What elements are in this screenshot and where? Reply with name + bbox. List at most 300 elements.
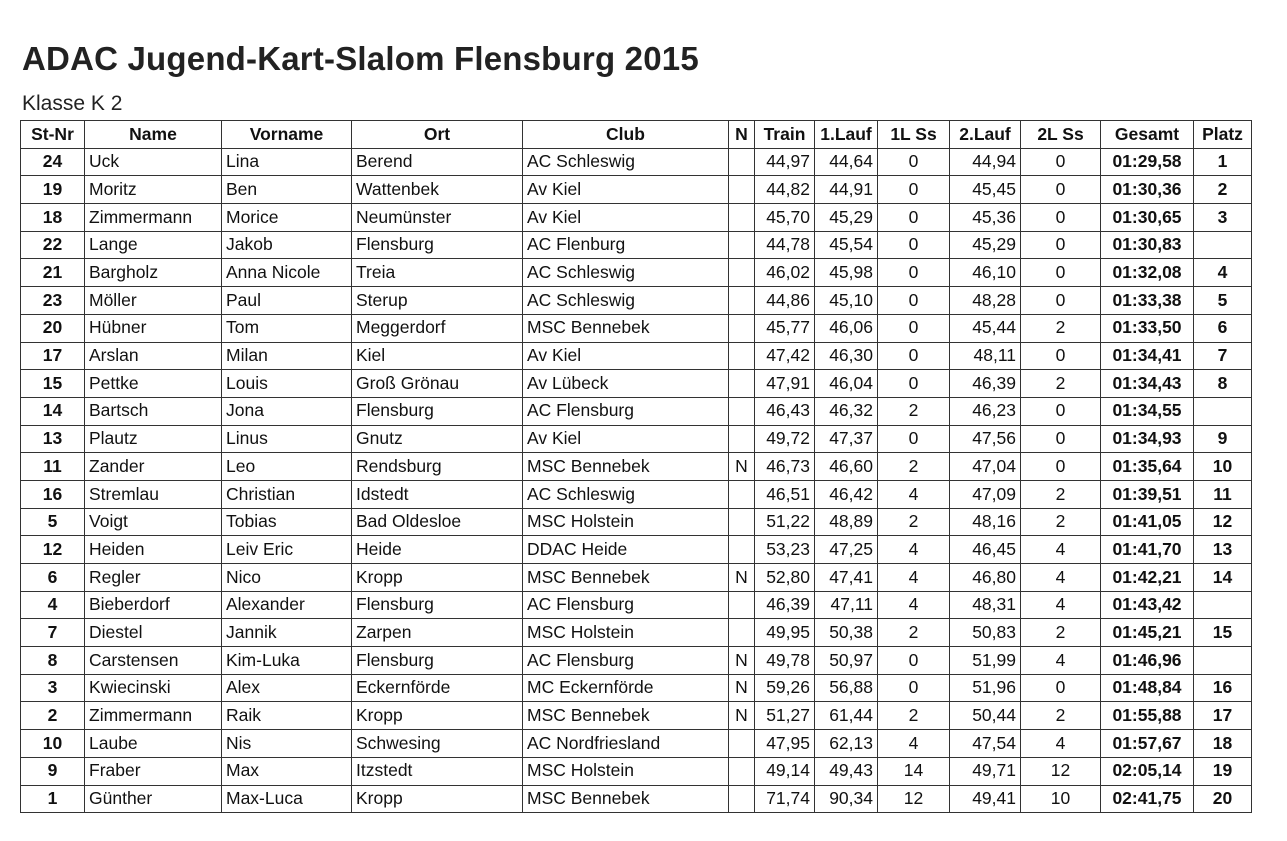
cell-club: MSC Bennebek [523,314,729,342]
table-row [21,647,1252,675]
cell-name: Arslan [85,342,222,370]
cell-vorname: Leo [222,453,352,481]
cell-club: AC Flensburg [523,397,729,425]
cell-lauf2: 47,04 [950,453,1021,481]
cell-train: 46,51 [755,480,815,508]
cell-lauf1: 47,37 [815,425,878,453]
cell-train: 44,78 [755,231,815,259]
cell-l1-ss: 4 [878,480,950,508]
cell-n [729,176,755,204]
cell-gesamt: 01:30,83 [1101,231,1194,259]
cell-club: AC Schleswig [523,480,729,508]
cell-vorname: Louis [222,370,352,398]
cell-gesamt: 01:30,36 [1101,176,1194,204]
cell-name: Bartsch [85,397,222,425]
cell-st-nr: 13 [21,425,85,453]
table-row [21,370,1252,398]
cell-club: MC Eckernförde [523,674,729,702]
column-header-gesamt: Gesamt [1101,121,1194,149]
cell-lauf1: 90,34 [815,785,878,813]
cell-lauf2: 46,10 [950,259,1021,287]
cell-l2-ss: 4 [1021,591,1101,619]
column-header-st-nr: St-Nr [21,121,85,149]
cell-l1-ss: 0 [878,647,950,675]
cell-platz: 8 [1194,370,1252,398]
cell-lauf1: 48,89 [815,508,878,536]
cell-st-nr: 17 [21,342,85,370]
cell-vorname: Lina [222,148,352,176]
cell-platz: 18 [1194,730,1252,758]
cell-vorname: Nico [222,564,352,592]
cell-name: Regler [85,564,222,592]
column-header-l2-ss: 2L Ss [1021,121,1101,149]
cell-st-nr: 24 [21,148,85,176]
cell-n [729,204,755,232]
cell-st-nr: 7 [21,619,85,647]
cell-gesamt: 01:34,43 [1101,370,1194,398]
cell-club: MSC Bennebek [523,785,729,813]
cell-l2-ss: 10 [1021,785,1101,813]
cell-ort: Treia [352,259,523,287]
cell-ort: Zarpen [352,619,523,647]
cell-n [729,536,755,564]
cell-lauf2: 45,29 [950,231,1021,259]
cell-vorname: Alex [222,674,352,702]
cell-gesamt: 01:42,21 [1101,564,1194,592]
cell-train: 46,02 [755,259,815,287]
cell-name: Stremlau [85,480,222,508]
cell-l1-ss: 0 [878,231,950,259]
cell-l1-ss: 0 [878,314,950,342]
cell-l2-ss: 0 [1021,342,1101,370]
cell-ort: Flensburg [352,397,523,425]
cell-l1-ss: 2 [878,397,950,425]
table-row [21,564,1252,592]
cell-lauf1: 44,64 [815,148,878,176]
cell-lauf1: 45,54 [815,231,878,259]
table-row [21,397,1252,425]
cell-gesamt: 01:33,38 [1101,287,1194,315]
cell-name: Uck [85,148,222,176]
cell-l2-ss: 0 [1021,287,1101,315]
cell-l2-ss: 2 [1021,619,1101,647]
cell-platz: 12 [1194,508,1252,536]
cell-lauf1: 46,06 [815,314,878,342]
cell-platz: 3 [1194,204,1252,232]
cell-club: Av Kiel [523,425,729,453]
cell-train: 59,26 [755,674,815,702]
cell-n [729,619,755,647]
column-header-l1-ss: 1L Ss [878,121,950,149]
cell-train: 45,77 [755,314,815,342]
cell-lauf2: 46,80 [950,564,1021,592]
cell-vorname: Jannik [222,619,352,647]
table-row [21,591,1252,619]
cell-l1-ss: 0 [878,370,950,398]
cell-l1-ss: 4 [878,591,950,619]
cell-l1-ss: 2 [878,702,950,730]
cell-l2-ss: 2 [1021,702,1101,730]
cell-st-nr: 23 [21,287,85,315]
cell-name: Diestel [85,619,222,647]
cell-club: AC Flensburg [523,647,729,675]
cell-ort: Eckernförde [352,674,523,702]
cell-platz [1194,397,1252,425]
cell-lauf2: 48,28 [950,287,1021,315]
table-row [21,231,1252,259]
cell-l1-ss: 2 [878,508,950,536]
cell-l1-ss: 0 [878,425,950,453]
cell-gesamt: 01:32,08 [1101,259,1194,287]
cell-vorname: Ben [222,176,352,204]
cell-platz: 19 [1194,757,1252,785]
cell-l2-ss: 4 [1021,730,1101,758]
column-header-ort: Ort [352,121,523,149]
cell-l1-ss: 0 [878,342,950,370]
cell-vorname: Leiv Eric [222,536,352,564]
cell-name: Fraber [85,757,222,785]
cell-lauf2: 47,54 [950,730,1021,758]
cell-name: Laube [85,730,222,758]
cell-st-nr: 6 [21,564,85,592]
table-row [21,674,1252,702]
cell-st-nr: 10 [21,730,85,758]
cell-vorname: Jakob [222,231,352,259]
cell-st-nr: 9 [21,757,85,785]
cell-n: N [729,453,755,481]
cell-platz [1194,231,1252,259]
cell-ort: Berend [352,148,523,176]
cell-ort: Flensburg [352,591,523,619]
cell-gesamt: 01:34,55 [1101,397,1194,425]
cell-platz: 11 [1194,480,1252,508]
cell-train: 45,70 [755,204,815,232]
cell-l1-ss: 0 [878,259,950,287]
cell-st-nr: 8 [21,647,85,675]
table-row [21,314,1252,342]
cell-lauf1: 50,38 [815,619,878,647]
cell-ort: Groß Grönau [352,370,523,398]
cell-ort: Rendsburg [352,453,523,481]
cell-name: Zimmermann [85,702,222,730]
cell-name: Zander [85,453,222,481]
cell-gesamt: 01:34,93 [1101,425,1194,453]
cell-n [729,730,755,758]
cell-vorname: Raik [222,702,352,730]
cell-train: 49,95 [755,619,815,647]
cell-club: AC Flensburg [523,591,729,619]
cell-l2-ss: 0 [1021,425,1101,453]
cell-lauf1: 46,30 [815,342,878,370]
cell-lauf2: 46,39 [950,370,1021,398]
cell-train: 49,14 [755,757,815,785]
cell-n [729,425,755,453]
cell-lauf2: 45,44 [950,314,1021,342]
cell-lauf1: 47,25 [815,536,878,564]
cell-st-nr: 11 [21,453,85,481]
cell-club: MSC Holstein [523,757,729,785]
cell-lauf1: 45,10 [815,287,878,315]
cell-lauf1: 61,44 [815,702,878,730]
table-row [21,757,1252,785]
cell-platz: 15 [1194,619,1252,647]
cell-lauf2: 48,11 [950,342,1021,370]
cell-lauf2: 46,45 [950,536,1021,564]
cell-gesamt: 01:43,42 [1101,591,1194,619]
cell-platz: 6 [1194,314,1252,342]
cell-st-nr: 12 [21,536,85,564]
cell-n: N [729,674,755,702]
cell-platz: 4 [1194,259,1252,287]
cell-lauf2: 47,56 [950,425,1021,453]
cell-ort: Schwesing [352,730,523,758]
cell-lauf1: 44,91 [815,176,878,204]
cell-lauf2: 47,09 [950,480,1021,508]
table-row [21,425,1252,453]
cell-n [729,148,755,176]
cell-gesamt: 01:41,05 [1101,508,1194,536]
cell-lauf1: 45,29 [815,204,878,232]
cell-vorname: Milan [222,342,352,370]
cell-ort: Kiel [352,342,523,370]
cell-gesamt: 02:05,14 [1101,757,1194,785]
cell-ort: Idstedt [352,480,523,508]
cell-n [729,397,755,425]
cell-lauf2: 50,44 [950,702,1021,730]
cell-st-nr: 20 [21,314,85,342]
table-row [21,148,1252,176]
cell-train: 51,22 [755,508,815,536]
cell-platz: 17 [1194,702,1252,730]
cell-train: 71,74 [755,785,815,813]
cell-club: AC Schleswig [523,259,729,287]
cell-train: 51,27 [755,702,815,730]
cell-platz: 2 [1194,176,1252,204]
cell-l1-ss: 0 [878,176,950,204]
cell-name: Voigt [85,508,222,536]
cell-vorname: Kim-Luka [222,647,352,675]
cell-gesamt: 01:29,58 [1101,148,1194,176]
cell-st-nr: 18 [21,204,85,232]
cell-vorname: Morice [222,204,352,232]
cell-lauf1: 46,04 [815,370,878,398]
table-row [21,508,1252,536]
column-header-name: Name [85,121,222,149]
cell-lauf1: 47,11 [815,591,878,619]
cell-l2-ss: 2 [1021,508,1101,536]
table-row [21,730,1252,758]
cell-l2-ss: 0 [1021,453,1101,481]
cell-l1-ss: 0 [878,148,950,176]
cell-platz: 10 [1194,453,1252,481]
cell-platz [1194,591,1252,619]
cell-name: Möller [85,287,222,315]
cell-ort: Kropp [352,564,523,592]
cell-gesamt: 01:35,64 [1101,453,1194,481]
cell-ort: Itzstedt [352,757,523,785]
cell-platz: 9 [1194,425,1252,453]
cell-st-nr: 16 [21,480,85,508]
cell-st-nr: 2 [21,702,85,730]
cell-ort: Flensburg [352,647,523,675]
table-row [21,176,1252,204]
cell-train: 46,39 [755,591,815,619]
cell-name: Zimmermann [85,204,222,232]
cell-l2-ss: 2 [1021,314,1101,342]
cell-gesamt: 01:48,84 [1101,674,1194,702]
column-header-platz: Platz [1194,121,1252,149]
class-subtitle: Klasse K 2 [22,92,123,115]
cell-club: AC Nordfriesland [523,730,729,758]
cell-platz: 14 [1194,564,1252,592]
cell-l2-ss: 4 [1021,564,1101,592]
cell-gesamt: 01:30,65 [1101,204,1194,232]
cell-l2-ss: 0 [1021,204,1101,232]
table-row [21,480,1252,508]
cell-lauf2: 49,41 [950,785,1021,813]
cell-st-nr: 21 [21,259,85,287]
cell-train: 49,72 [755,425,815,453]
cell-lauf2: 48,31 [950,591,1021,619]
cell-vorname: Jona [222,397,352,425]
cell-l2-ss: 4 [1021,647,1101,675]
table-row [21,453,1252,481]
cell-lauf2: 51,99 [950,647,1021,675]
cell-vorname: Nis [222,730,352,758]
cell-vorname: Max-Luca [222,785,352,813]
cell-platz: 5 [1194,287,1252,315]
cell-club: AC Schleswig [523,287,729,315]
cell-club: MSC Bennebek [523,564,729,592]
cell-st-nr: 14 [21,397,85,425]
cell-l2-ss: 0 [1021,674,1101,702]
cell-l1-ss: 14 [878,757,950,785]
cell-name: Pettke [85,370,222,398]
cell-club: Av Kiel [523,342,729,370]
cell-vorname: Linus [222,425,352,453]
cell-platz: 7 [1194,342,1252,370]
cell-n [729,370,755,398]
cell-lauf2: 45,45 [950,176,1021,204]
cell-l1-ss: 12 [878,785,950,813]
cell-lauf2: 49,71 [950,757,1021,785]
cell-ort: Heide [352,536,523,564]
cell-platz [1194,647,1252,675]
cell-ort: Sterup [352,287,523,315]
cell-ort: Kropp [352,702,523,730]
cell-l2-ss: 0 [1021,148,1101,176]
cell-lauf1: 62,13 [815,730,878,758]
cell-train: 44,86 [755,287,815,315]
cell-st-nr: 15 [21,370,85,398]
cell-train: 52,80 [755,564,815,592]
cell-club: Av Kiel [523,204,729,232]
cell-club: Av Kiel [523,176,729,204]
cell-l2-ss: 4 [1021,536,1101,564]
cell-gesamt: 01:55,88 [1101,702,1194,730]
table-row [21,619,1252,647]
cell-club: MSC Holstein [523,508,729,536]
cell-train: 44,97 [755,148,815,176]
cell-n [729,287,755,315]
column-header-lauf1: 1.Lauf [815,121,878,149]
cell-train: 46,73 [755,453,815,481]
cell-gesamt: 01:57,67 [1101,730,1194,758]
cell-lauf2: 51,96 [950,674,1021,702]
cell-lauf1: 47,41 [815,564,878,592]
column-header-club: Club [523,121,729,149]
cell-n [729,785,755,813]
cell-lauf1: 46,42 [815,480,878,508]
cell-st-nr: 1 [21,785,85,813]
cell-l2-ss: 2 [1021,370,1101,398]
cell-st-nr: 5 [21,508,85,536]
cell-lauf2: 45,36 [950,204,1021,232]
cell-lauf2: 46,23 [950,397,1021,425]
cell-vorname: Tom [222,314,352,342]
cell-n [729,314,755,342]
cell-ort: Meggerdorf [352,314,523,342]
cell-l1-ss: 0 [878,204,950,232]
cell-l1-ss: 2 [878,453,950,481]
cell-ort: Kropp [352,785,523,813]
cell-n: N [729,647,755,675]
cell-name: Hübner [85,314,222,342]
cell-gesamt: 01:34,41 [1101,342,1194,370]
cell-name: Kwiecinski [85,674,222,702]
cell-gesamt: 01:45,21 [1101,619,1194,647]
column-header-train: Train [755,121,815,149]
table-row [21,536,1252,564]
cell-lauf1: 56,88 [815,674,878,702]
cell-name: Moritz [85,176,222,204]
cell-l1-ss: 4 [878,564,950,592]
cell-name: Bieberdorf [85,591,222,619]
cell-club: AC Schleswig [523,148,729,176]
cell-lauf1: 49,43 [815,757,878,785]
results-table [20,120,1252,813]
cell-gesamt: 01:39,51 [1101,480,1194,508]
cell-platz: 1 [1194,148,1252,176]
header-row [21,121,1252,149]
cell-ort: Neumünster [352,204,523,232]
cell-l1-ss: 4 [878,730,950,758]
table-row [21,342,1252,370]
table-row [21,287,1252,315]
table-row [21,204,1252,232]
cell-gesamt: 02:41,75 [1101,785,1194,813]
cell-platz: 13 [1194,536,1252,564]
cell-lauf2: 44,94 [950,148,1021,176]
cell-club: MSC Bennebek [523,453,729,481]
cell-st-nr: 4 [21,591,85,619]
cell-l2-ss: 2 [1021,480,1101,508]
cell-train: 47,95 [755,730,815,758]
cell-lauf1: 50,97 [815,647,878,675]
cell-platz: 16 [1194,674,1252,702]
cell-n: N [729,564,755,592]
cell-l2-ss: 0 [1021,259,1101,287]
cell-gesamt: 01:33,50 [1101,314,1194,342]
table-row [21,259,1252,287]
cell-st-nr: 3 [21,674,85,702]
cell-train: 49,78 [755,647,815,675]
cell-ort: Wattenbek [352,176,523,204]
cell-ort: Gnutz [352,425,523,453]
cell-lauf1: 46,32 [815,397,878,425]
column-header-vorname: Vorname [222,121,352,149]
cell-name: Bargholz [85,259,222,287]
